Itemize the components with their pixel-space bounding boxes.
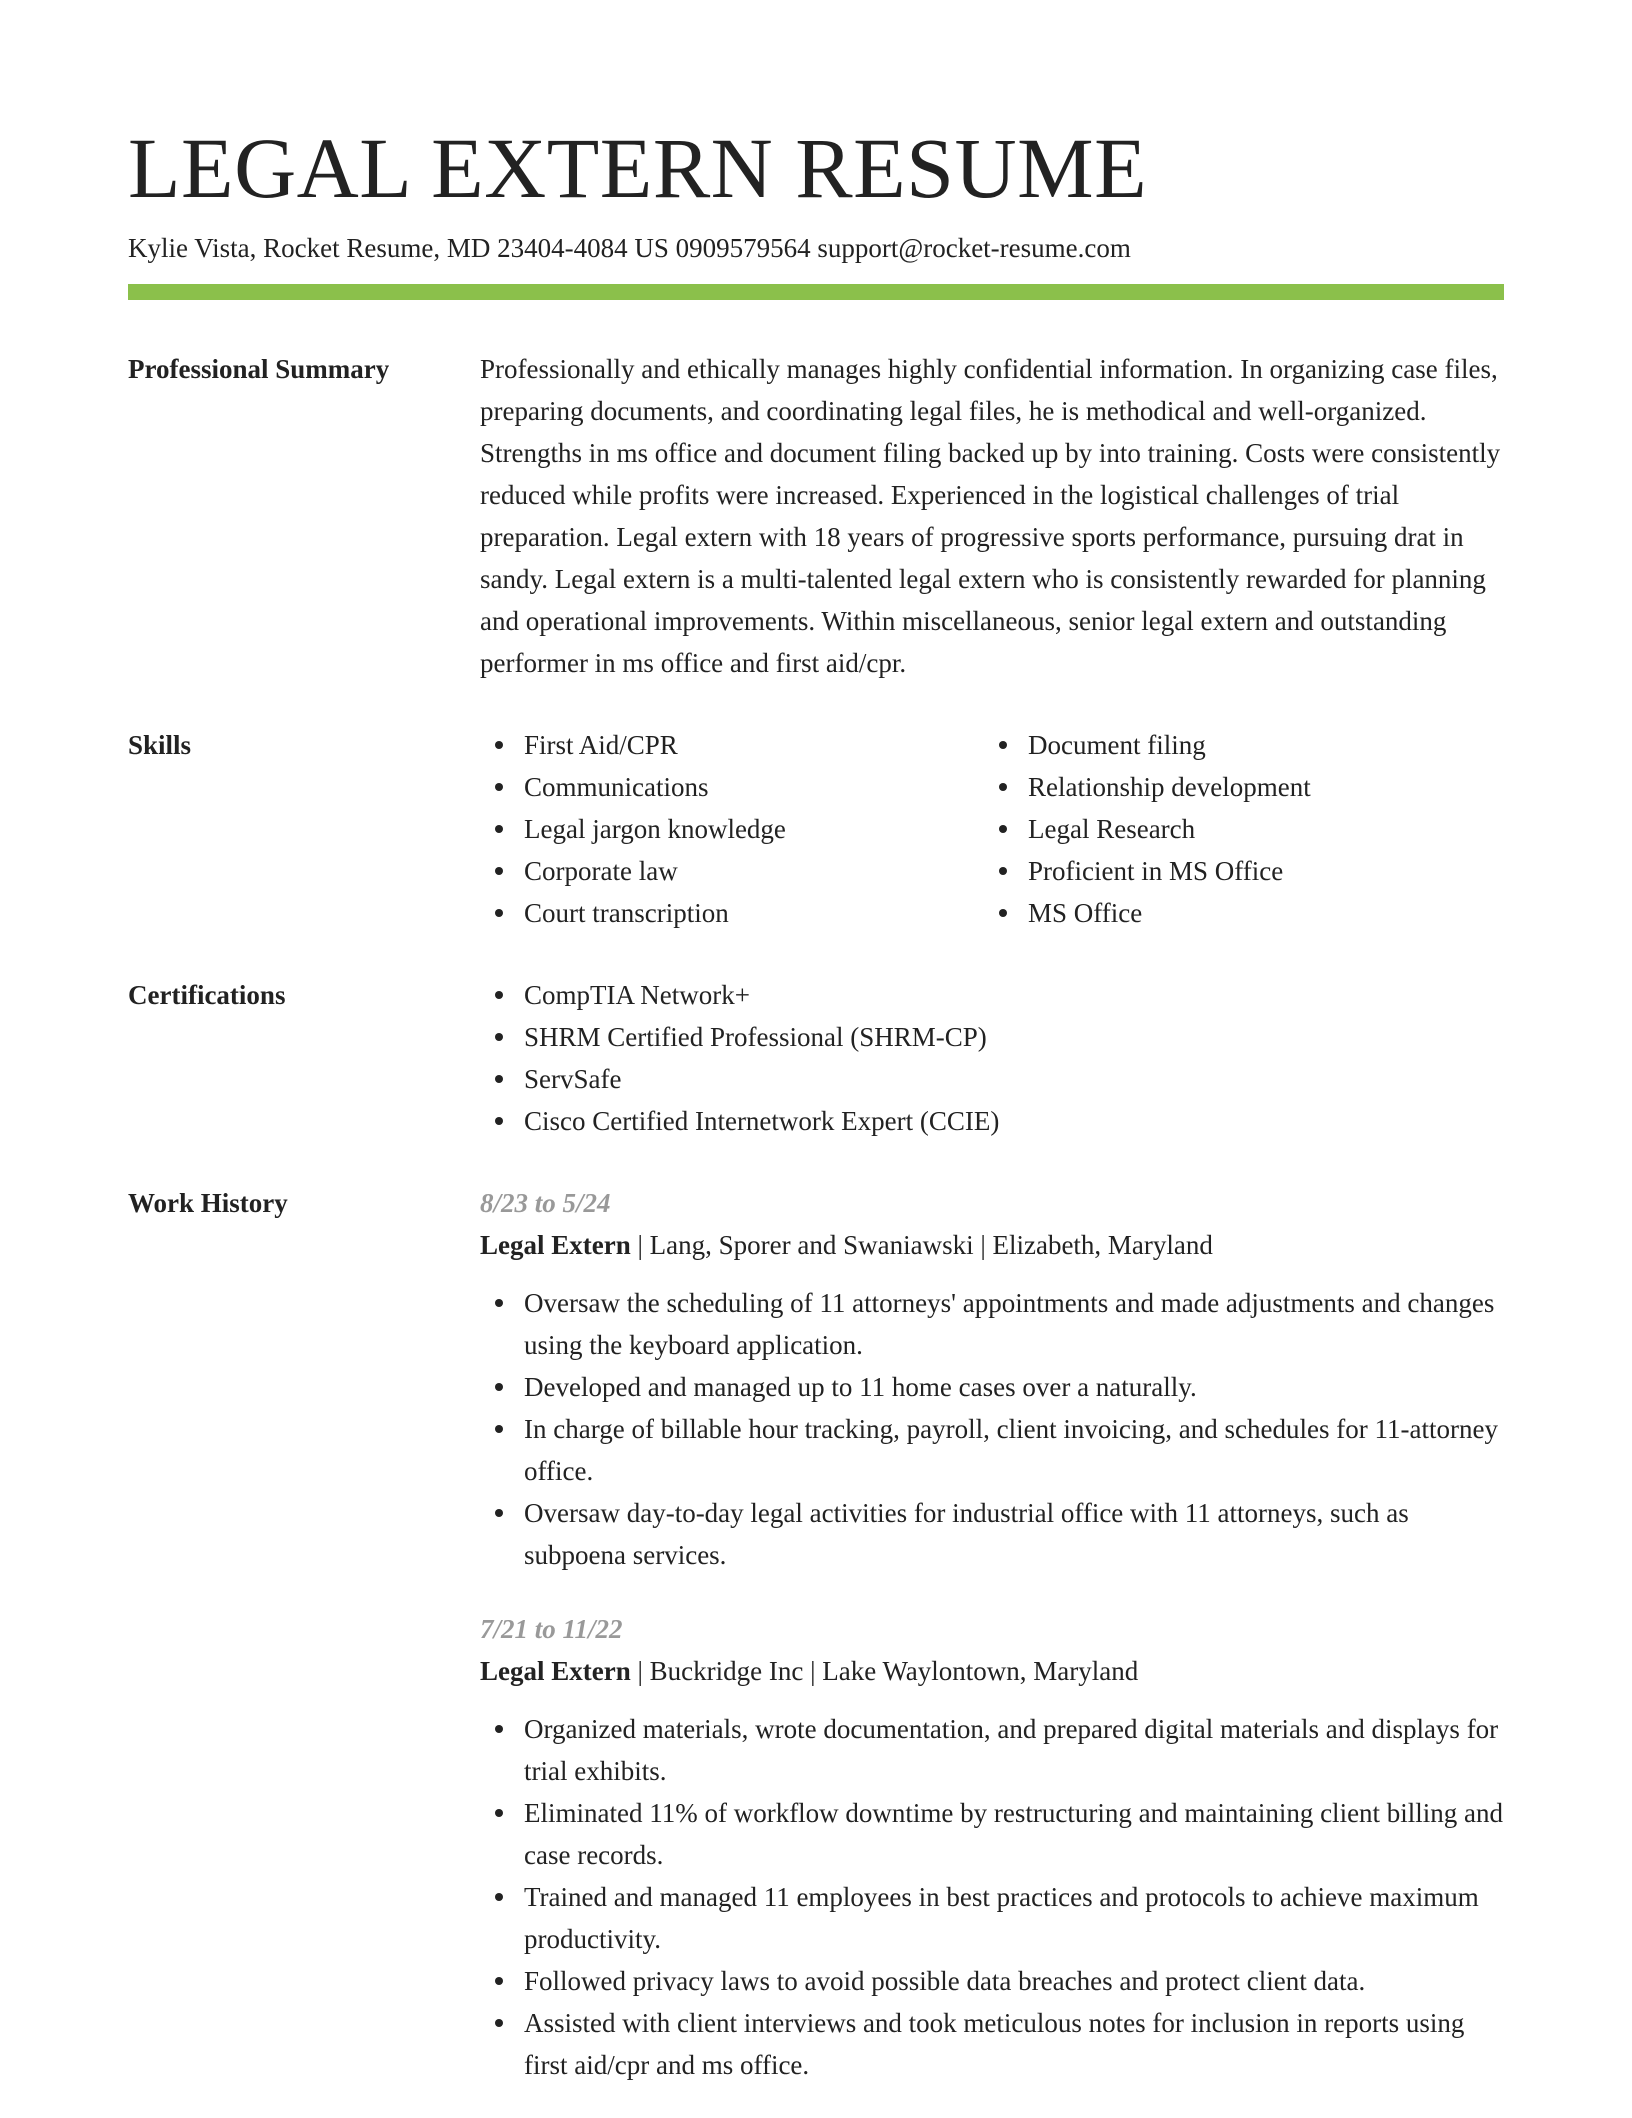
- job-bullet: Oversaw day-to-day legal activities for industrial office with 11 attorneys, such as subpoena services.: [480, 1492, 1504, 1576]
- summary-text: Professionally and ethically manages highly confidential information. In organizing case files, preparing documents, and coordinating legal files, he is methodical and well-organized. Strengths in ms office and document filing backed up by into training. Costs were consistently reduced while profits were increased. Experienced in the logistical challenges of trial preparation. Legal extern with 18 years of progressive sports performance, pursuing drat in sandy. Legal extern is a multi-talented legal extern who is consistently rewarded for planning and operational improvements. Within miscellaneous, senior legal extern and outstanding performer in ms office and first aid/cpr.: [480, 354, 1501, 678]
- certification-item: CompTIA Network+: [480, 974, 1504, 1016]
- skill-item: Corporate law: [480, 850, 984, 892]
- job-bullets: [480, 1708, 1504, 2086]
- job-entry: [480, 1182, 1504, 1576]
- job-heading: [480, 1650, 1504, 1692]
- job-title: Legal Extern: [480, 1230, 631, 1260]
- contact-name: Kylie Vista,: [128, 233, 257, 263]
- summary-section: [128, 348, 1504, 684]
- work-history-section: [128, 1182, 1504, 2118]
- certifications-section: [128, 974, 1504, 1142]
- skills-section: [128, 724, 1504, 934]
- job-bullets: [480, 1282, 1504, 1576]
- certification-item: SHRM Certified Professional (SHRM-CP): [480, 1016, 1504, 1058]
- job-bullet: Developed and managed up to 11 home cases over a naturally.: [480, 1366, 1504, 1408]
- skills-list-right: [984, 724, 1488, 934]
- certification-item: Cisco Certified Internetwork Expert (CCIE): [480, 1100, 1504, 1142]
- skill-item: MS Office: [984, 892, 1488, 934]
- skill-item: Document filing: [984, 724, 1488, 766]
- job-dates: 7/21 to 11/22: [480, 1614, 623, 1644]
- job-title: Legal Extern: [480, 1656, 631, 1686]
- job-bullet: Oversaw the scheduling of 11 attorneys' appointments and made adjustments and changes using the keyboard application.: [480, 1282, 1504, 1366]
- skill-item: Communications: [480, 766, 984, 808]
- section-label: Certifications: [128, 980, 286, 1010]
- job-entry: [480, 1608, 1504, 2086]
- header-divider: [128, 284, 1504, 300]
- contact-email[interactable]: support@rocket-resume.com: [817, 233, 1131, 263]
- section-label: Work History: [128, 1188, 288, 1218]
- contact-address: Rocket Resume, MD 23404-4084 US: [263, 233, 669, 263]
- certification-item: ServSafe: [480, 1058, 1504, 1100]
- skills-list-left: [480, 724, 984, 934]
- resume-title: LEGAL EXTERN RESUME: [128, 120, 1148, 216]
- resume-page: [128, 118, 1504, 2118]
- skill-item: First Aid/CPR: [480, 724, 984, 766]
- skill-item: Proficient in MS Office: [984, 850, 1488, 892]
- job-bullet: Trained and managed 11 employees in best practices and protocols to achieve maximum productivity.: [480, 1876, 1504, 1960]
- job-details: | Buckridge Inc | Lake Waylontown, Maryland: [630, 1656, 1139, 1686]
- job-details: | Lang, Sporer and Swaniawski | Elizabeth, Maryland: [630, 1230, 1213, 1260]
- job-bullet: Followed privacy laws to avoid possible data breaches and protect client data.: [480, 1960, 1504, 2002]
- job-bullet: Assisted with client interviews and took meticulous notes for inclusion in reports using first aid/cpr and ms office.: [480, 2002, 1504, 2086]
- section-label: Skills: [128, 730, 192, 760]
- job-bullet: In charge of billable hour tracking, payroll, client invoicing, and schedules for 11-attorney office.: [480, 1408, 1504, 1492]
- section-label: Professional Summary: [128, 354, 390, 384]
- job-bullet: Eliminated 11% of workflow downtime by restructuring and maintaining client billing and case records.: [480, 1792, 1504, 1876]
- skill-item: Legal jargon knowledge: [480, 808, 984, 850]
- job-dates: 8/23 to 5/24: [480, 1188, 611, 1218]
- job-heading: [480, 1224, 1504, 1266]
- contact-phone: 0909579564: [675, 233, 811, 263]
- skill-item: Legal Research: [984, 808, 1488, 850]
- contact-line: [128, 230, 1504, 266]
- skill-item: Court transcription: [480, 892, 984, 934]
- certifications-list: [480, 974, 1504, 1142]
- skill-item: Relationship development: [984, 766, 1488, 808]
- job-bullet: Organized materials, wrote documentation, and prepared digital materials and displays for trial exhibits.: [480, 1708, 1504, 1792]
